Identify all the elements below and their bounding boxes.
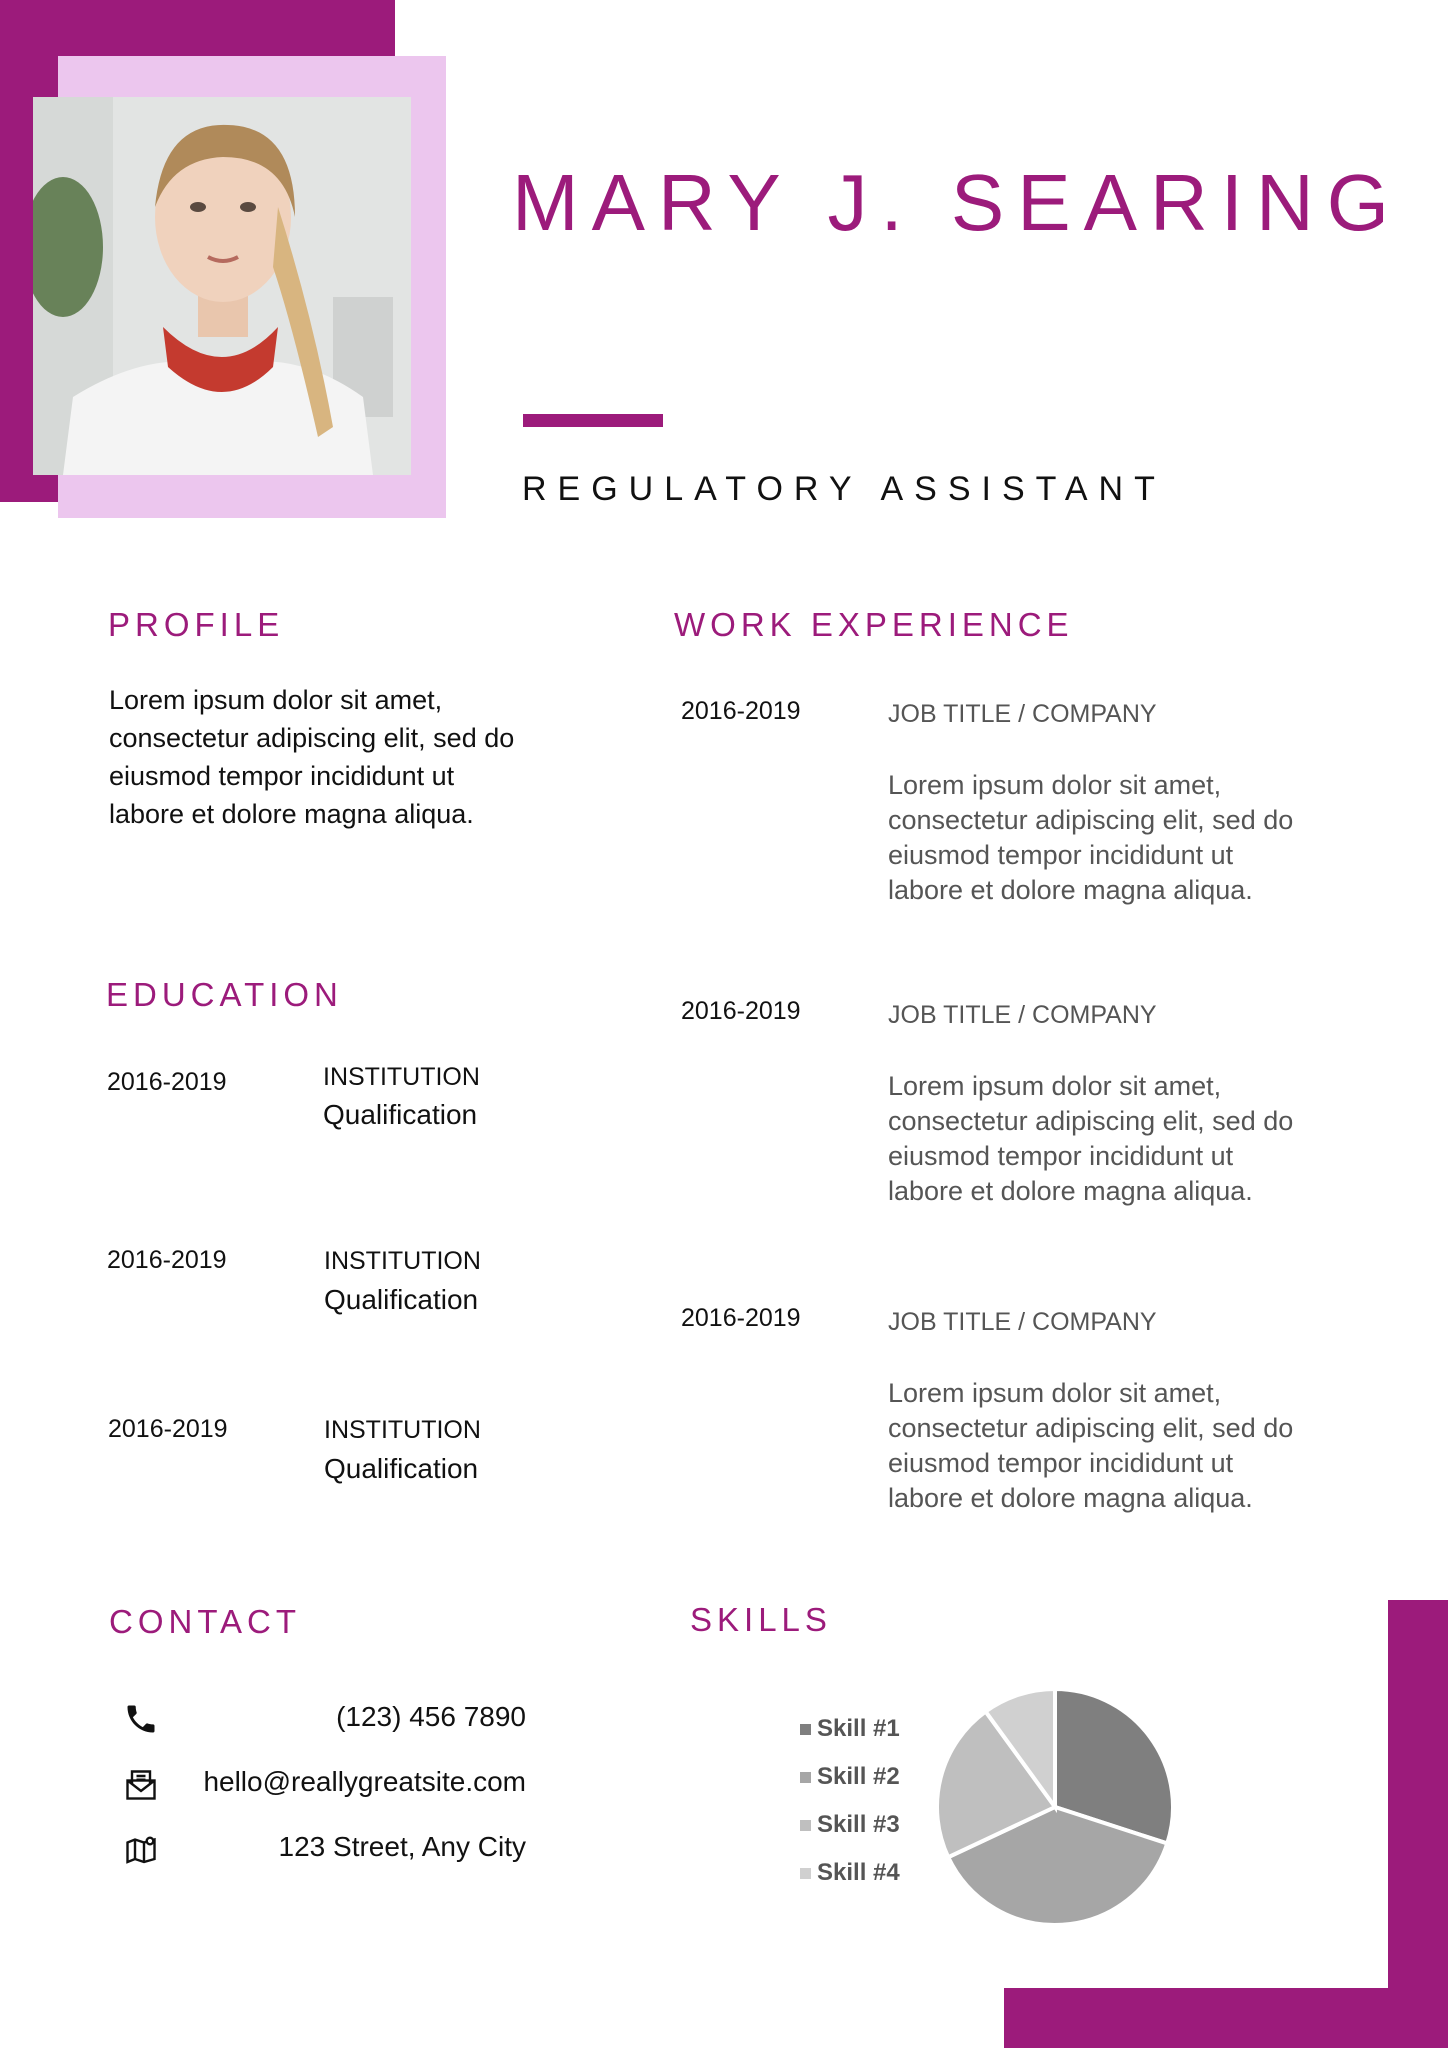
profile-line: labore et dolore magna aliqua. xyxy=(109,799,474,829)
education-qualification: Qualification xyxy=(323,1099,478,1130)
work-desc-line: Lorem ipsum dolor sit amet, xyxy=(888,1378,1222,1408)
work-years: 2016-2019 xyxy=(681,697,801,725)
legend-swatch xyxy=(800,1772,811,1783)
education-qualification: Qualification xyxy=(324,1453,479,1484)
education-years: 2016-2019 xyxy=(108,1415,228,1443)
education-institution: INSTITUTION xyxy=(324,1247,481,1275)
profile-photo xyxy=(33,97,411,475)
legend-item-skill-3 xyxy=(800,1811,900,1859)
work-desc-line: labore et dolore magna aliqua. xyxy=(888,1176,1253,1206)
education-years: 2016-2019 xyxy=(107,1068,227,1096)
profile-line: consectetur adipiscing elit, sed do xyxy=(109,723,515,753)
education-years: 2016-2019 xyxy=(107,1246,227,1274)
job-title: REGULATORY ASSISTANT xyxy=(522,470,1166,508)
work-job-title: JOB TITLE / COMPANY xyxy=(888,1308,1157,1336)
work-description xyxy=(888,768,1328,908)
phone-number[interactable]: (123) 456 7890 xyxy=(336,1701,526,1732)
work-desc-line: eiusmod tempor incididunt ut xyxy=(888,1141,1234,1171)
phone-icon xyxy=(123,1701,159,1737)
profile-line: Lorem ipsum dolor sit amet, xyxy=(109,685,443,715)
candidate-name: MARY J. SEARING xyxy=(512,158,1402,247)
legend-swatch xyxy=(800,1868,811,1879)
corner-decoration-horizontal xyxy=(1004,1988,1448,2048)
legend-label: Skill #1 xyxy=(817,1715,900,1742)
work-desc-line: labore et dolore magna aliqua. xyxy=(888,1483,1253,1513)
profile-text xyxy=(109,681,549,833)
profile-line: eiusmod tempor incididunt ut xyxy=(109,761,455,791)
work-desc-line: eiusmod tempor incididunt ut xyxy=(888,1448,1234,1478)
work-desc-line: Lorem ipsum dolor sit amet, xyxy=(888,770,1222,800)
work-desc-line: consectetur adipiscing elit, sed do xyxy=(888,1106,1294,1136)
accent-bar xyxy=(523,414,663,427)
education-institution: INSTITUTION xyxy=(324,1416,481,1444)
corner-decoration-vertical xyxy=(1388,1600,1448,2048)
work-desc-line: Lorem ipsum dolor sit amet, xyxy=(888,1071,1222,1101)
skills-pie-chart xyxy=(930,1682,1180,1932)
education-qualification: Qualification xyxy=(324,1284,479,1315)
legend-item-skill-2 xyxy=(800,1763,900,1811)
work-desc-line: consectetur adipiscing elit, sed do xyxy=(888,805,1294,835)
education-institution: INSTITUTION xyxy=(323,1063,480,1091)
legend-swatch xyxy=(800,1820,811,1831)
skills-heading: SKILLS xyxy=(690,1601,832,1638)
work-heading: WORK EXPERIENCE xyxy=(674,606,1074,643)
legend-label: Skill #2 xyxy=(817,1763,900,1790)
legend-item-skill-4 xyxy=(800,1859,900,1907)
legend-item-skill-1 xyxy=(800,1715,900,1763)
work-description xyxy=(888,1376,1328,1516)
street-address: 123 Street, Any City xyxy=(278,1831,526,1862)
mail-icon xyxy=(123,1767,159,1803)
profile-heading: PROFILE xyxy=(108,606,285,643)
email-address[interactable]: hello@reallygreatsite.com xyxy=(203,1766,526,1797)
work-years: 2016-2019 xyxy=(681,1304,801,1332)
education-heading: EDUCATION xyxy=(106,976,343,1013)
work-description xyxy=(888,1069,1328,1209)
work-job-title: JOB TITLE / COMPANY xyxy=(888,1001,1157,1029)
work-desc-line: eiusmod tempor incididunt ut xyxy=(888,840,1234,870)
contact-heading: CONTACT xyxy=(109,1603,302,1640)
work-desc-line: labore et dolore magna aliqua. xyxy=(888,875,1253,905)
legend-label: Skill #4 xyxy=(817,1859,900,1886)
work-years: 2016-2019 xyxy=(681,997,801,1025)
skills-legend xyxy=(800,1715,900,1907)
legend-label: Skill #3 xyxy=(817,1811,900,1838)
work-job-title: JOB TITLE / COMPANY xyxy=(888,700,1157,728)
map-icon xyxy=(123,1832,159,1868)
work-desc-line: consectetur adipiscing elit, sed do xyxy=(888,1413,1294,1443)
legend-swatch xyxy=(800,1724,811,1735)
